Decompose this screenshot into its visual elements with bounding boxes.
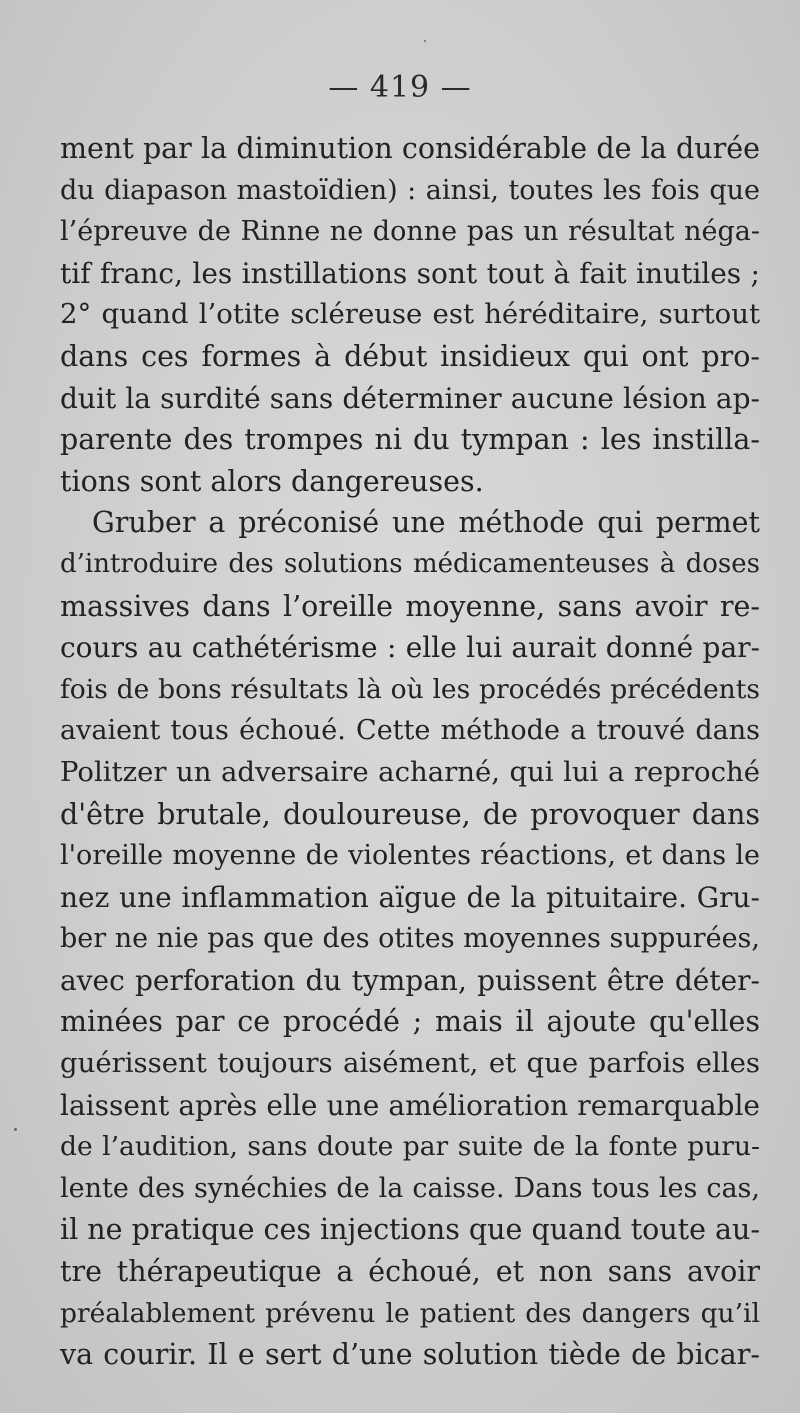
text-line: avaient tous échoué. Cette méthode a trouvé dans xyxy=(60,715,760,747)
text-line: l'oreille moyenne de violentes réactions, et dans le xyxy=(60,840,760,872)
text-line: duit la surdité sans déterminer aucune lésion ap- xyxy=(60,381,760,415)
text-line: minées par ce procédé ; mais il ajoute qu'elles xyxy=(60,1005,760,1039)
text-line: préalablement prévenu le patient des dangers qu’il xyxy=(60,1297,760,1329)
text-line: d’introduire des solutions médicamenteuses à doses xyxy=(60,548,760,579)
text-line: Politzer un adversaire acharné, qui lui a reproché xyxy=(60,755,760,788)
text-line: Gruber a préconisé une méthode qui permet xyxy=(92,506,760,540)
page-number: — 419 — xyxy=(328,70,472,105)
text-line: il ne pratique ces injections que quand toute au- xyxy=(60,1213,761,1247)
text-line: ber ne nie pas que des otites moyennes suppurées, xyxy=(60,923,760,955)
text-line: du diapason mastoïdien) : ainsi, toutes les fois que xyxy=(60,174,760,206)
text-line: lente des synéchies de la caisse. Dans tous les cas, xyxy=(60,1172,760,1204)
text-line: tre thérapeutique a échoué, et non sans avoir xyxy=(60,1255,760,1289)
text-line: ment par la diminution considérable de la durée xyxy=(60,132,760,165)
text-line: laissent après elle une amélioration remarquable xyxy=(60,1088,760,1122)
text-line: de l’audition, sans doute par suite de la fonte puru- xyxy=(60,1131,760,1163)
text-line: tif franc, les instillations sont tout à fait inutiles ; xyxy=(60,256,760,290)
text-line: massives dans l’oreille moyenne, sans avoir re- xyxy=(60,589,760,623)
print-speck xyxy=(424,40,426,42)
text-line: cours au cathétérisme : elle lui aurait donné par- xyxy=(60,631,760,665)
text-line: dans ces formes à début insidieux qui ont pro- xyxy=(60,339,760,373)
text-line: 2° quand l’otite scléreuse est héréditaire, surtout xyxy=(60,298,760,331)
text-line: va courir. Il e sert d’une solution tiède de bicar- xyxy=(60,1338,760,1372)
body-text xyxy=(60,128,760,1376)
text-line: tions sont alors dangereuses. xyxy=(60,464,484,498)
text-line: guérissent toujours aisément, et que parfois elles xyxy=(60,1047,760,1080)
text-line: avec perforation du tympan, puissent être déter- xyxy=(60,963,760,997)
text-line: nez une inflammation aïgue de la pituitaire. Gru- xyxy=(60,880,760,914)
text-line: fois de bons résultats là où les procédés précédents xyxy=(60,673,760,705)
text-line: l’épreuve de Rinne ne donne pas un résultat néga- xyxy=(60,216,760,248)
text-line: parente des trompes ni du tympan : les instilla- xyxy=(60,423,760,457)
text-line: d'être brutale, douloureuse, de provoquer dans xyxy=(60,797,760,831)
print-speck xyxy=(14,1128,17,1131)
